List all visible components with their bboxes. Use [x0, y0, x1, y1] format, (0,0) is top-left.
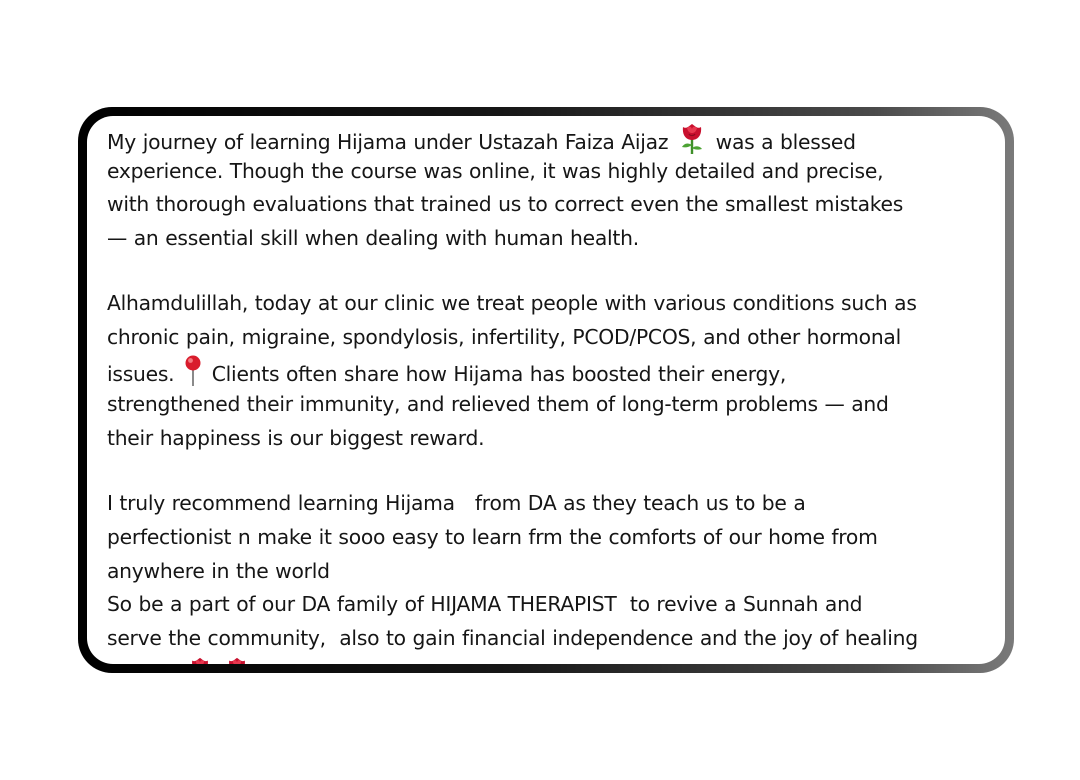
- rose-icon: [187, 655, 213, 664]
- text-line: serve the community, also to gain financial independence and the joy of healing: [107, 625, 918, 650]
- text-line: My journey of learning Hijama under Ustazah Faiza Aijaz was a blessed: [107, 121, 997, 155]
- text-line: anywhere in the world: [107, 558, 330, 583]
- text-line: with thorough evaluations that trained us to correct even the smallest mistakes: [107, 192, 904, 217]
- paragraph-gap: [107, 455, 997, 487]
- post-card-frame: [78, 107, 1014, 673]
- text-line: experience. Though the course was online, it was highly detailed and precise,: [107, 158, 884, 183]
- text-line: chronic pain, migraine, spondylosis, infertility, PCOD/PCOS, and other hormonal: [107, 324, 901, 349]
- text-line: perfectionist n make it sooo easy to learn frm the comforts of our home from: [107, 524, 878, 549]
- post-card: [87, 116, 1005, 664]
- text-line-cut: [107, 655, 997, 664]
- rose-icon: [224, 655, 250, 664]
- text-line: Alhamdulillah, today at our clinic we treat people with various conditions such as: [107, 291, 917, 316]
- text-line: I truly recommend learning Hijama from DA as they teach us to be a: [107, 491, 806, 516]
- post-text: [107, 121, 997, 664]
- text-line: strengthened their immunity, and relieved them of long-term problems — and: [107, 392, 889, 417]
- text-line: — an essential skill when dealing with human health.: [107, 225, 639, 250]
- text-line: So be a part of our DA family of HIJAMA THERAPIST to revive a Sunnah and: [107, 592, 863, 617]
- text-line: their happiness is our biggest reward.: [107, 425, 485, 450]
- text-line: issues. Clients often share how Hijama has boosted their energy,: [107, 355, 997, 389]
- paragraph-gap: [107, 255, 997, 287]
